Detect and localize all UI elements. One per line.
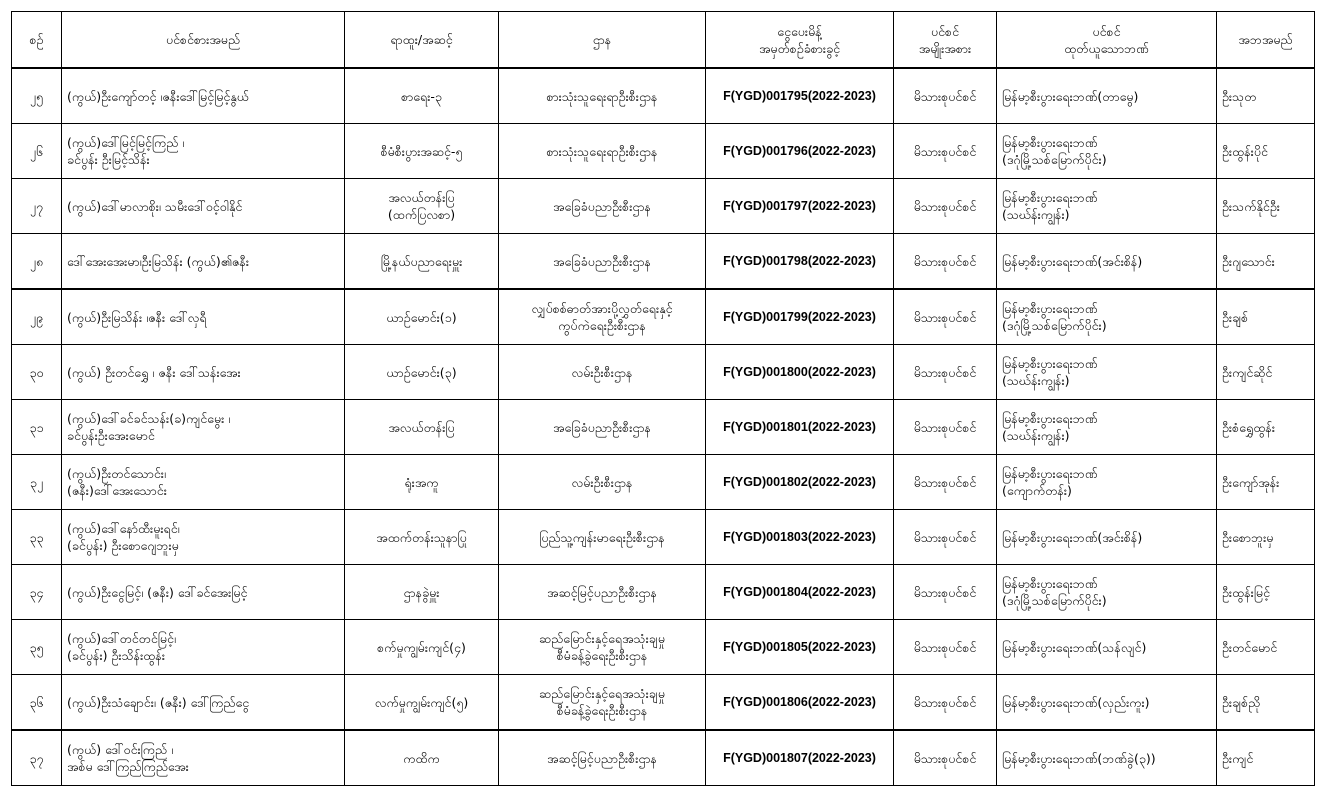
cell-text: မြန်မာ့စီးပွားရေးဘဏ် xyxy=(1002,190,1098,205)
cell-text: မိသားစုပင်စင် xyxy=(913,694,977,710)
cell-text: ၃၀ xyxy=(29,364,44,380)
cell-text: မိသားစုပင်စင် xyxy=(913,639,977,655)
cell-no xyxy=(12,345,62,400)
cell-no xyxy=(12,675,62,731)
table-row xyxy=(12,345,1315,400)
cell-no xyxy=(12,620,62,675)
cell-text: မြန်မာ့စီးပွားရေးဘဏ် xyxy=(1002,576,1098,591)
table-row xyxy=(12,124,1315,179)
cell-text: မိသားစုပင်စင် xyxy=(913,88,977,104)
cell-text: (ကွယ်)ဒေါ်ခင်ခင်သန်း(ခ)ကျင်မွေး ၊ xyxy=(67,411,231,426)
cell-text: ဦးသက်နိုင်ဦး xyxy=(1222,198,1280,214)
cell-rank xyxy=(345,730,499,786)
cell-text-line2: (ထက်ပြလစာ) xyxy=(387,207,456,222)
cell-text-line2: (ဒဂုံမြို့သစ်မြောက်ပိုင်း) xyxy=(1002,152,1107,167)
cell-payment-order xyxy=(706,234,894,290)
cell-text: မိသားစုပင်စင် xyxy=(913,309,977,325)
cell-text: F(YGD)001795(2022-2023) xyxy=(723,88,876,103)
cell-text: မိသားစုပင်စင် xyxy=(913,364,977,380)
cell-text: မြန်မာ့စီးပွားရေးဘဏ် xyxy=(1002,466,1098,481)
cell-text: (ကွယ်)ဦးကျော်တင့် ၊ဇနီးဒေါ်မြင့်မြင့်နွယ် xyxy=(67,88,249,104)
cell-text: ဦးစံရွှေထွန်း xyxy=(1222,419,1276,435)
cell-text: ၃၂ xyxy=(29,474,44,490)
cell-rank xyxy=(345,124,499,179)
cell-text: F(YGD)001806(2022-2023) xyxy=(723,694,876,709)
cell-text: ၂၅ xyxy=(29,88,44,104)
table-row xyxy=(12,730,1315,786)
cell-pensioner-name xyxy=(62,400,345,455)
cell-no xyxy=(12,730,62,786)
header-label: အဘအမည် xyxy=(1238,32,1293,47)
cell-text: မြန်မာ့စီးပွားရေးဘဏ်(လှည်းကူး) xyxy=(1002,694,1150,710)
cell-bank xyxy=(997,565,1217,620)
cell-pension-type xyxy=(894,455,997,510)
cell-text: မိသားစုပင်စင် xyxy=(913,143,977,159)
header-label: ငွေပေးမိန့် xyxy=(777,23,822,39)
cell-text: မိသားစုပင်စင် xyxy=(913,419,977,435)
cell-text: ဦးကျော်အုန်း xyxy=(1222,474,1280,490)
cell-text: ယာဉ်မောင်း(၃) xyxy=(386,364,457,380)
cell-text: ဌာနခွဲမှူး xyxy=(403,584,440,600)
cell-payment-order xyxy=(706,68,894,124)
cell-text: F(YGD)001798(2022-2023) xyxy=(723,253,876,268)
cell-payment-order xyxy=(706,289,894,345)
cell-text: ဦးဂျသောင်း xyxy=(1222,253,1275,269)
header-label: ပင်စင်စားအမည် xyxy=(165,32,241,47)
cell-payment-order xyxy=(706,124,894,179)
cell-bank xyxy=(997,730,1217,786)
cell-text: ပြည်သူ့ကျန်းမာရေးဦးစီးဌာန xyxy=(539,529,665,545)
cell-text: မြန်မာ့စီးပွားရေးဘဏ်(အင်းစိန်) xyxy=(1002,253,1143,269)
cell-no xyxy=(12,179,62,234)
cell-text: (ကွယ်)ဦးမြသိန်း ၊ဇနီး ဒေါ်လှရီ xyxy=(67,309,207,325)
cell-pensioner-name xyxy=(62,289,345,345)
header-label: ပင်စင် xyxy=(1092,23,1121,39)
cell-department xyxy=(499,675,706,731)
table-row xyxy=(12,234,1315,290)
cell-text: ဦးကျင် xyxy=(1222,750,1254,766)
cell-pension-type xyxy=(894,565,997,620)
cell-payment-order xyxy=(706,179,894,234)
cell-text: အလယ်တန်းပြ xyxy=(388,419,455,435)
cell-text: ဒေါ်အေးအေးမာ၊ဦးမြသိန်း (ကွယ်)၏ဇနီး xyxy=(67,253,249,269)
cell-bank xyxy=(997,675,1217,731)
cell-text: စက်မှုကျွမ်းကျင်(၄) xyxy=(377,639,466,655)
cell-text-line2: (သဃ်န်းကျွန်း) xyxy=(1002,207,1070,222)
cell-text-line2: စီမံခန့်ခွဲရေးဦးစီးဌာန xyxy=(556,648,648,663)
cell-text: အဆင့်မြင့်ပညာဦးစီးဌာန xyxy=(547,750,657,766)
cell-text: F(YGD)001800(2022-2023) xyxy=(723,364,876,379)
cell-no xyxy=(12,455,62,510)
cell-father-name xyxy=(1217,620,1315,675)
cell-rank xyxy=(345,345,499,400)
cell-pensioner-name xyxy=(62,620,345,675)
cell-pensioner-name xyxy=(62,179,345,234)
header-father-name xyxy=(1217,12,1315,69)
cell-pension-type xyxy=(894,345,997,400)
cell-text: (ကွယ်)ဦးတင်သောင်း၊ xyxy=(67,466,166,481)
cell-text: ရုံးအကူ xyxy=(404,474,439,490)
table-row xyxy=(12,675,1315,731)
header-label: စဉ် xyxy=(29,32,44,47)
table-row xyxy=(12,510,1315,565)
cell-pensioner-name xyxy=(62,730,345,786)
cell-text: ဦးထွန်းမြင့် xyxy=(1222,584,1271,600)
cell-text: ဦးစောဘူးမှ xyxy=(1222,529,1274,545)
header-department xyxy=(499,12,706,69)
cell-text-line2: (ခင်ပွန်း) ဦးစောဂျေဘူးမှ xyxy=(67,538,179,553)
cell-text: F(YGD)001801(2022-2023) xyxy=(723,419,876,434)
header-label-line2: အမှတ်စဉ်ခံစားခွင့် xyxy=(758,40,841,56)
cell-department xyxy=(499,124,706,179)
cell-pension-type xyxy=(894,234,997,290)
cell-text: ၂၇ xyxy=(29,198,44,214)
cell-pensioner-name xyxy=(62,345,345,400)
cell-department xyxy=(499,400,706,455)
cell-rank xyxy=(345,68,499,124)
cell-text: ဦးချစ်ညို xyxy=(1222,694,1261,710)
cell-text: မြန်မာ့စီးပွားရေးဘဏ် xyxy=(1002,301,1098,316)
cell-department xyxy=(499,510,706,565)
cell-text-line2: (ဒဂုံမြို့သစ်မြောက်ပိုင်း) xyxy=(1002,593,1107,608)
cell-text: ၂၈ xyxy=(29,253,44,269)
cell-bank xyxy=(997,620,1217,675)
cell-pensioner-name xyxy=(62,234,345,290)
cell-text: မိသားစုပင်စင် xyxy=(913,474,977,490)
cell-father-name xyxy=(1217,510,1315,565)
cell-text: အခြေခံပညာဦးစီးဌာန xyxy=(553,253,651,269)
table-row xyxy=(12,179,1315,234)
cell-text: ယာဉ်မောင်း(၁) xyxy=(386,309,457,325)
cell-text: ဦးထွန်းပိုင် xyxy=(1222,143,1268,159)
cell-text: မိသားစုပင်စင် xyxy=(913,750,977,766)
header-label-line2: အမျိုးအစား xyxy=(918,40,972,56)
cell-text: ၃၃ xyxy=(29,529,44,545)
cell-pensioner-name xyxy=(62,455,345,510)
header-pension-type xyxy=(894,12,997,69)
cell-bank xyxy=(997,68,1217,124)
cell-pensioner-name xyxy=(62,510,345,565)
cell-father-name xyxy=(1217,730,1315,786)
cell-text-line2: ကွပ်ကဲရေးဦးစီးဌာန xyxy=(558,318,646,333)
cell-pension-type xyxy=(894,730,997,786)
header-pensioner-name xyxy=(62,12,345,69)
cell-text: မြန်မာ့စီးပွားရေးဘဏ်(သန်လျင်) xyxy=(1002,639,1147,655)
header-label: ဌာန xyxy=(592,32,612,47)
header-label: ရာထူး/အဆင့် xyxy=(390,32,453,47)
cell-text: မြန်မာ့စီးပွားရေးဘဏ်(ဘဏ်ခွဲ(၃)) xyxy=(1002,750,1156,766)
cell-text: (ကွယ်)ဒေါ်နော်ထီးမူးရင်၊ xyxy=(67,521,180,536)
cell-text-line2: (ဇနီး)ဒေါ်အေးသောင်း xyxy=(67,483,167,498)
cell-pension-type xyxy=(894,124,997,179)
cell-rank xyxy=(345,289,499,345)
cell-bank xyxy=(997,510,1217,565)
cell-father-name xyxy=(1217,179,1315,234)
header-no xyxy=(12,12,62,69)
cell-text: ဆည်မြောင်းနှင့်ရေအသုံးချမှု xyxy=(539,631,665,646)
cell-text: မြန်မာ့စီးပွားရေးဘဏ် xyxy=(1002,411,1098,426)
header-row xyxy=(12,12,1315,69)
cell-text-line2: (သဃ်န်းကျွန်း) xyxy=(1002,373,1070,388)
cell-no xyxy=(12,234,62,290)
table-row xyxy=(12,455,1315,510)
cell-text: (ကွယ်)ဒေါ်မြင့်မြင့်ကြည် ၊ xyxy=(67,135,185,150)
cell-text: F(YGD)001797(2022-2023) xyxy=(723,198,876,213)
cell-text: ၂၉ xyxy=(29,309,44,325)
cell-no xyxy=(12,289,62,345)
cell-no xyxy=(12,124,62,179)
cell-department xyxy=(499,68,706,124)
cell-father-name xyxy=(1217,345,1315,400)
cell-pension-type xyxy=(894,68,997,124)
cell-text: (ကွယ်)ဒေါ်မာလာစိုး၊ သမီးဒေါ်ဝင့်ဝါနိုင် xyxy=(67,198,243,214)
cell-text: F(YGD)001807(2022-2023) xyxy=(723,750,876,765)
cell-rank xyxy=(345,565,499,620)
cell-department xyxy=(499,289,706,345)
cell-text: စာရေး-၃ xyxy=(401,88,442,104)
cell-text: အခြေခံပညာဦးစီးဌာန xyxy=(553,419,651,435)
table-row xyxy=(12,400,1315,455)
cell-text: ၂၆ xyxy=(29,143,44,159)
cell-text: မိသားစုပင်စင် xyxy=(913,198,977,214)
cell-father-name xyxy=(1217,455,1315,510)
cell-text: အလယ်တန်းပြ xyxy=(388,190,455,205)
cell-pension-type xyxy=(894,620,997,675)
cell-text: F(YGD)001804(2022-2023) xyxy=(723,584,876,599)
cell-text-line2: ခင်ပွန်း ဦးမြင့်သိန်း xyxy=(67,152,150,167)
cell-text: မိသားစုပင်စင် xyxy=(913,529,977,545)
table-row xyxy=(12,289,1315,345)
cell-text: F(YGD)001802(2022-2023) xyxy=(723,474,876,489)
cell-text: ၃၇ xyxy=(29,750,44,766)
cell-text: မြန်မာ့စီးပွားရေးဘဏ်(အင်းစိန်) xyxy=(1002,529,1143,545)
cell-no xyxy=(12,510,62,565)
cell-pension-type xyxy=(894,510,997,565)
cell-pension-type xyxy=(894,675,997,731)
cell-text: ၃၅ xyxy=(29,639,44,655)
cell-rank xyxy=(345,400,499,455)
cell-father-name xyxy=(1217,124,1315,179)
cell-text: မြန်မာ့စီးပွားရေးဘဏ် xyxy=(1002,356,1098,371)
cell-text: F(YGD)001805(2022-2023) xyxy=(723,639,876,654)
cell-department xyxy=(499,234,706,290)
cell-department xyxy=(499,345,706,400)
cell-text: မိသားစုပင်စင် xyxy=(913,253,977,269)
cell-no xyxy=(12,400,62,455)
cell-text: (ကွယ်) ဦးတင်ရွှေ ၊ ဇနီး ဒေါ်သန်းအေး xyxy=(67,364,241,380)
cell-text: F(YGD)001803(2022-2023) xyxy=(723,529,876,544)
cell-text-line2: (ခင်ပွန်း) ဦးသိန်းထွန်း xyxy=(67,648,166,663)
cell-bank xyxy=(997,345,1217,400)
cell-text: အဆင့်မြင့်ပညာဦးစီးဌာန xyxy=(547,584,657,600)
cell-father-name xyxy=(1217,289,1315,345)
cell-rank xyxy=(345,510,499,565)
cell-text: (ကွယ်)ဒေါ်တင်တင်မြင့်၊ xyxy=(67,631,176,646)
cell-department xyxy=(499,730,706,786)
cell-payment-order xyxy=(706,455,894,510)
header-payment-order xyxy=(706,12,894,69)
cell-text: ဦးကျင်ဆိုင် xyxy=(1222,364,1273,380)
cell-text: ၃၁ xyxy=(29,419,44,435)
cell-pension-type xyxy=(894,400,997,455)
header-bank xyxy=(997,12,1217,69)
cell-text: မြို့နယ်ပညာရေးမှူး xyxy=(380,253,463,269)
cell-rank xyxy=(345,675,499,731)
cell-bank xyxy=(997,455,1217,510)
cell-bank xyxy=(997,179,1217,234)
cell-text-line2: (သဃ်န်းကျွန်း) xyxy=(1002,428,1070,443)
cell-payment-order xyxy=(706,400,894,455)
cell-text-line2: ခင်ပွန်းဦးအေးမောင် xyxy=(67,428,155,443)
cell-department xyxy=(499,620,706,675)
cell-father-name xyxy=(1217,400,1315,455)
cell-pensioner-name xyxy=(62,565,345,620)
cell-text: F(YGD)001796(2022-2023) xyxy=(723,143,876,158)
cell-no xyxy=(12,565,62,620)
cell-payment-order xyxy=(706,565,894,620)
cell-text-line2: (ကျောက်တန်း) xyxy=(1002,483,1072,498)
cell-text: လမ်းဦးစီးဌာန xyxy=(571,364,633,380)
cell-pensioner-name xyxy=(62,124,345,179)
table-body xyxy=(12,68,1315,786)
cell-text: F(YGD)001799(2022-2023) xyxy=(723,309,876,324)
cell-text-line2: အစ်မ ဒေါ်ကြည်ကြည်အေး xyxy=(67,759,189,774)
header-label: ပင်စင် xyxy=(930,23,960,39)
cell-text-line2: (ဒဂုံမြို့သစ်မြောက်ပိုင်း) xyxy=(1002,318,1107,333)
cell-father-name xyxy=(1217,234,1315,290)
cell-text: မြန်မာ့စီးပွားရေးဘဏ်(တာမွေ) xyxy=(1002,88,1139,104)
table-row xyxy=(12,620,1315,675)
cell-text: စားသုံးသူရေးရာဦးစီးဌာန xyxy=(546,88,658,104)
cell-rank xyxy=(345,179,499,234)
cell-text: စားသုံးသူရေးရာဦးစီးဌာန xyxy=(546,143,658,159)
cell-text: လက်မှုကျွမ်းကျင်(၅) xyxy=(374,694,469,710)
cell-text: မိသားစုပင်စင် xyxy=(913,584,977,600)
cell-text: (ကွယ်) ဒေါ်ဝင်းကြည် ၊ xyxy=(67,742,174,757)
cell-father-name xyxy=(1217,675,1315,731)
cell-bank xyxy=(997,124,1217,179)
cell-father-name xyxy=(1217,565,1315,620)
cell-rank xyxy=(345,620,499,675)
pension-table xyxy=(11,11,1315,786)
table-row xyxy=(12,68,1315,124)
cell-text: အခြေခံပညာဦးစီးဌာန xyxy=(553,198,651,214)
header-label-line2: ထုတ်ယူသောဘဏ် xyxy=(1064,40,1149,56)
cell-bank xyxy=(997,400,1217,455)
cell-bank xyxy=(997,289,1217,345)
cell-text: ဦးသုတ xyxy=(1222,88,1257,104)
cell-department xyxy=(499,179,706,234)
cell-text: ဦးချစ် xyxy=(1222,309,1249,325)
cell-pension-type xyxy=(894,179,997,234)
table-row xyxy=(12,565,1315,620)
cell-pensioner-name xyxy=(62,68,345,124)
cell-text: ၃၆ xyxy=(29,694,44,710)
cell-text: မြန်မာ့စီးပွားရေးဘဏ် xyxy=(1002,135,1098,150)
cell-father-name xyxy=(1217,68,1315,124)
cell-text: အထက်တန်းသူနာပြု xyxy=(376,529,467,545)
cell-text: ၃၄ xyxy=(29,584,44,600)
cell-text-line2: စီမံခန့်ခွဲရေးဦးစီးဌာန xyxy=(556,703,648,718)
cell-text: ဦးတင်မောင် xyxy=(1222,639,1278,655)
cell-no xyxy=(12,68,62,124)
cell-department xyxy=(499,455,706,510)
header-rank xyxy=(345,12,499,69)
cell-text: (ကွယ်)ဦးငွေမြင့်၊ (ဇနီး) ဒေါ်ခင်အေးမြင့် xyxy=(67,584,248,600)
cell-text: ကထိက xyxy=(403,750,440,766)
cell-bank xyxy=(997,234,1217,290)
cell-payment-order xyxy=(706,730,894,786)
cell-payment-order xyxy=(706,675,894,731)
cell-payment-order xyxy=(706,620,894,675)
cell-text: ဆည်မြောင်းနှင့်ရေအသုံးချမှု xyxy=(539,686,665,701)
cell-rank xyxy=(345,234,499,290)
cell-payment-order xyxy=(706,345,894,400)
cell-text: လမ်းဦးစီးဌာန xyxy=(571,474,633,490)
cell-text: (ကွယ်)ဦးသံချောင်း၊ (ဇနီး) ဒေါ်ကြည်ငွေ xyxy=(67,694,250,710)
cell-department xyxy=(499,565,706,620)
cell-text: လျှပ်စစ်ဓာတ်အားပို့လွှတ်ရေးနှင့် xyxy=(531,301,673,316)
cell-pensioner-name xyxy=(62,675,345,731)
cell-payment-order xyxy=(706,510,894,565)
cell-text: စီမံစီးပွားအဆင့်-၅ xyxy=(380,143,463,159)
cell-pension-type xyxy=(894,289,997,345)
cell-rank xyxy=(345,455,499,510)
